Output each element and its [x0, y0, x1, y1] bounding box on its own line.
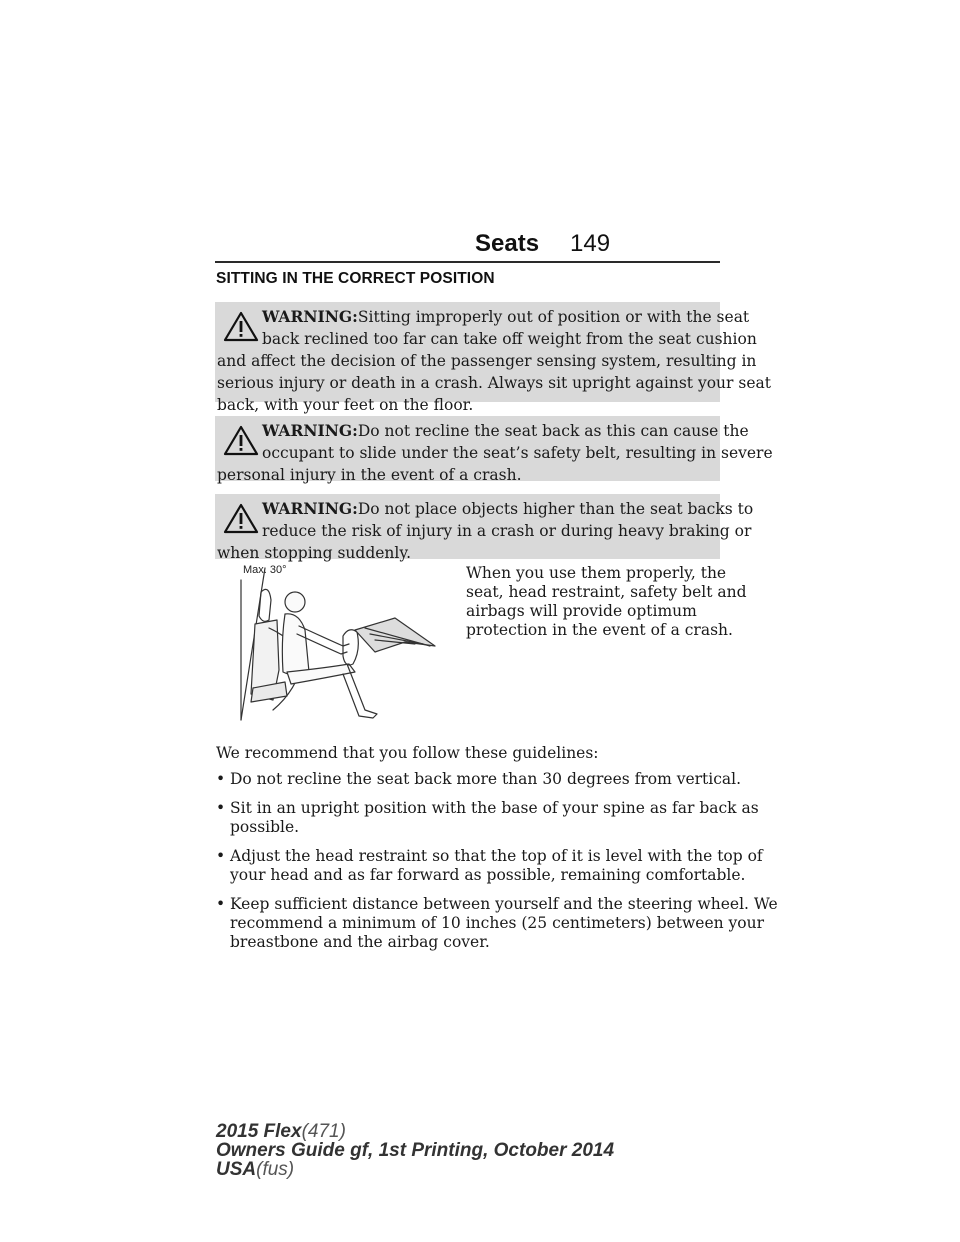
max-angle-label: Max. 30°	[243, 564, 287, 576]
guidelines-list	[216, 770, 778, 962]
list-item-text: breastbone and the airbag cover.	[230, 933, 490, 951]
paragraph-line: airbags will provide optimum	[466, 602, 697, 620]
footer-code: (471)	[301, 1121, 346, 1142]
warning-text: personal injury in the event of a crash.	[217, 466, 522, 484]
list-item	[216, 895, 778, 952]
warning-text: serious injury or death in a crash. Always sit upright against your seat	[217, 374, 771, 392]
list-item	[216, 770, 742, 789]
paragraph-line: When you use them properly, the	[466, 564, 727, 582]
warning-box-3	[215, 494, 754, 562]
list-item-text: your head and as far forward as possible, remaining comfortable.	[230, 866, 746, 884]
warning-text: back reclined too far can take off weight from the seat cushion	[262, 330, 757, 348]
list-item-text: Sit in an upright position with the base of your spine as far back as	[230, 799, 759, 817]
warning-box-1	[215, 302, 771, 414]
list-item-text: Adjust the head restraint so that the top of it is level with the top of	[230, 847, 763, 865]
footer-model: 2015 Flex	[216, 1121, 302, 1142]
list-item-text: possible.	[230, 818, 300, 836]
section-title: SITTING IN THE CORRECT POSITION	[216, 270, 495, 287]
side-paragraph	[466, 564, 747, 640]
footer-printing: Owners Guide gf, 1st Printing, October 2014	[216, 1140, 615, 1161]
bullet-icon: •	[216, 847, 226, 865]
footer-region: USA	[216, 1159, 257, 1180]
warning-box-2	[215, 416, 773, 484]
header-rule	[215, 261, 720, 263]
guidelines-intro: We recommend that you follow these guidelines:	[216, 744, 599, 762]
page-header-title: Seats	[475, 230, 540, 257]
list-item-text: Keep sufficient distance between yourself and the steering wheel. We	[230, 895, 778, 913]
bullet-icon: •	[216, 770, 226, 788]
page-number: 149	[570, 230, 611, 257]
bullet-icon: •	[216, 895, 226, 913]
seated-posture-icon	[225, 560, 455, 725]
list-item	[216, 799, 759, 837]
warning-text: Do not place objects higher than the seat backs to	[357, 500, 754, 518]
list-item-text: Do not recline the seat back more than 30 degrees from vertical.	[230, 770, 742, 788]
footer-region-code: (fus)	[256, 1159, 295, 1180]
warning-text: when stopping suddenly.	[217, 544, 411, 562]
warning-text: and affect the decision of the passenger sensing system, resulting in	[217, 352, 757, 370]
warning-label: WARNING:	[262, 499, 358, 518]
warning-label: WARNING:	[262, 421, 358, 440]
warning-text: Do not recline the seat back as this can cause the	[357, 422, 749, 440]
list-item-text: recommend a minimum of 10 inches (25 centimeters) between your	[230, 914, 765, 932]
warning-text: Sitting improperly out of position or with the seat	[357, 308, 750, 326]
warning-text: reduce the risk of injury in a crash or during heavy braking or	[262, 522, 752, 540]
list-item	[216, 847, 763, 885]
warning-text: occupant to slide under the seat’s safety belt, resulting in severe	[262, 444, 773, 462]
page-footer	[216, 1122, 614, 1179]
paragraph-line: protection in the event of a crash.	[466, 621, 733, 639]
bullet-icon: •	[216, 799, 226, 817]
warning-text: back, with your feet on the floor.	[217, 396, 474, 414]
warning-label: WARNING:	[262, 307, 358, 326]
paragraph-line: seat, head restraint, safety belt and	[466, 583, 747, 601]
seating-posture-illustration	[225, 560, 455, 725]
